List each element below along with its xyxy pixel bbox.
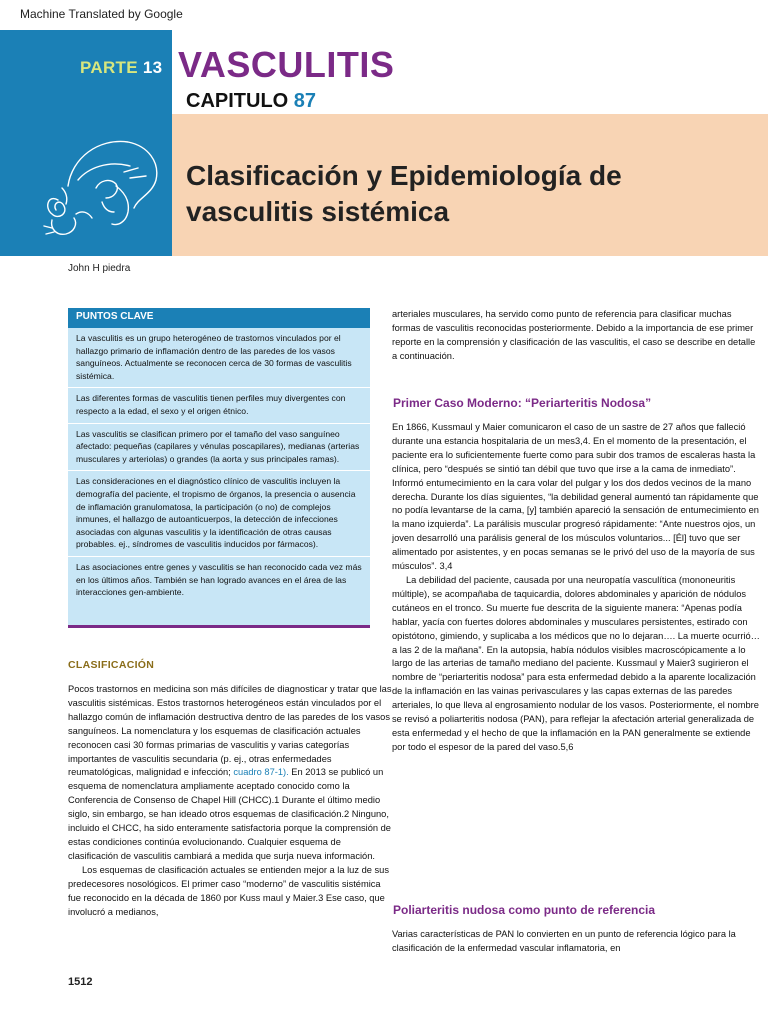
part-label: PARTE 13 [80,58,163,77]
chapter-number: 87 [293,90,317,112]
table-reference-link[interactable]: cuadro 87-1). [233,767,289,778]
key-point-item: Las asociaciones entre genes y vasculitis se han reconocido cada vez más en los últimos años. También se han logrado avances en el área de las interacciones gen-ambiente. [76,561,362,598]
part-number: 13 [142,58,163,77]
body-paragraph: La debilidad del paciente, causada por una neuropatía vasculítica (mononeuritis múltiple), se acompañaba de taquicardia, dolores abdominales y aparición de nódulos cutáneos en el tronco. Su muerte fue descrita de la siguiente manera: “Apenas podía hablar, yacía con fuertes dolores abdominales y musculares persistentes, estirado con opistótono, gimiendo, y suplicaba a los médicos que no lo dejaran…. La muerte ocurrió… a las 2 de la mañana”. En la autopsia, había nódulos visibles macroscópicamente a lo largo de las arterias de tamaño mediano del paciente. Kussmaul y Maier3 sugirieron el nombre de “periarteritis nodosa” para esta enfermedad debido a la aparente localización de la inflamación en las vainas perivasculares y las capas externas de las paredes arteriales, lo que lleva al engrosamiento nodular de los vasos. Posteriormente, el nombre se revisó a poliarteritis nodosa (PAN), para reflejar la afectación arterial generalizada de esta enfermedad y el hecho de que la inflamación en la PAN generalmente se extiende por todo el espesor de la pared del vaso.5,6 [392,574,760,752]
right-intro-text: arteriales musculares, ha servido como punto de referencia para clasificar muchas formas de vasculitis reconocidas posteriormente. Debido a la importancia de ese primer reporte en la comprensión y clasificación de las vasculitis, el caso se describe en detalle a continuación. [392,309,756,361]
right-body-text [392,421,760,755]
section-heading-pan-reference: Poliarteritis nudosa como punto de referencia [393,903,656,917]
body-paragraph: Los esquemas de clasificación actuales se entienden mejor a la luz de sus predecesores nosológicos. El primer caso “moderno” de vasculitis sistémica fue reconocido en la década de 1860 por Kuss maul y Maier.3 Ese caso, que involucró a medianos, [68,864,389,917]
sketch-illustration-icon [38,128,164,244]
body-paragraph: Pocos trastornos en medicina son más difíciles de diagnosticar y tratar que las vasculitis sistémicas. Estos trastornos heterogéneos están vinculados por el hallazgo común de inflamación destructiva dentro de las paredes de los vasos sanguíneos. La nomenclatura y los esquemas de clasificación actuales reconocen casi 30 formas primarias de vasculitis y varias categorías importantes de vasculitis secundaria (p. ej., otras enfermedades reumatológicas, malignidad e infección; cuadro 87-1). En 2013 se publicó un esquema de nomenclatura ampliamente aceptado conocido como la Conferencia de Consenso de Chapel Hill (CHCC).1 Durante el último medio siglo, sin embargo, se han ideado otros esquemas de clasificación.2 Ninguno, incluido el CHCC, ha sido enteramente satisfactoria porque la comprensión de estas condiciones continúa evolucionando. Cualquier esquema de clasificación de vasculitis cambiará a medida que surja nueva información. [68,684,392,861]
chapter-title: Clasificación y Epidemiología de vasculitis sistémica [186,160,622,227]
author-name: John H piedra [68,263,131,274]
left-body-text [68,683,392,919]
key-point-item: La vasculitis es un grupo heterogéneo de trastornos vinculados por el hallazgo primario de inflamación dentro de las paredes de los vasos sanguíneos. Actualmente se reconocen cerca de 30 formas de vasculitis sistémica. [68,328,370,388]
key-point-item: Las diferentes formas de vasculitis tienen perfiles muy divergentes con respecto a la edad, el sexo y el origen étnico. [68,388,370,423]
page-number: 1512 [68,976,93,988]
machine-translation-label: Machine Translated by Google [20,7,183,21]
machine-translation-banner [0,0,768,30]
section-heading-first-case: Primer Caso Moderno: “Periarteritis Nodosa” [393,396,652,410]
key-point-item: Las vasculitis se clasifican primero por el tamaño del vaso sanguíneo afectado: pequeñas (capilares y vénulas poscapilares), medianas (arterias musculares y arteriolas) o grandes (la aorta y sus principales ramas). [68,424,370,472]
chapter-label: CAPITULO 87 [186,90,317,112]
section-heading-classification: CLASIFICACIÓN [68,659,155,671]
part-title: VASCULITIS [178,44,395,85]
right-body-text-continued: Varias características de PAN lo convierten en un punto de referencia lógico para la clasificación de la enfermedad vascular inflamatoria, en [392,929,736,953]
key-points-header: PUNTOS CLAVE [68,308,370,328]
key-point-item: Las consideraciones en el diagnóstico clínico de vasculitis incluyen la demografía del paciente, el tropismo de órganos, la presencia o ausencia de inflamación granulomatosa, la participación (o no) de complejos inmunes, el hallazgo de autoanticuerpos, la detección de infecciones asociadas con algunas vasculitis y la identificación de otras causas probables. ej., síndromes de vasculitis inducidos por fármacos). [68,471,370,557]
body-paragraph: En 1866, Kussmaul y Maier comunicaron el caso de un sastre de 27 años que falleció durante una estancia hospitalaria de un mes3,4. En el momento de la presentación, el paciente era lo suficientemente fuerte como para subir dos tramos de escaleras hasta la clínica, pero “después se sintió tan débil que tuvo que irse a la cama de inmediato”. Informó entumecimiento en la cara volar del pulgar y los dos dedos vecinos de la mano derecha. Durante los días siguientes, “la debilidad general aumentó tan rápidamente que no podía levantarse de la cama, [y] también apareció la sensación de entumecimiento en la mano izquierda”. La parálisis muscular progresó rápidamente: “Ante nuestros ojos, un joven desarrolló una parálisis general de los músculos voluntarios... [Él] tuvo que ser alimentado por asistentes, y en pocas semanas se le privó del uso de la mayoría de sus músculos”. 3,4 [392,422,759,572]
key-points-box [68,308,370,628]
